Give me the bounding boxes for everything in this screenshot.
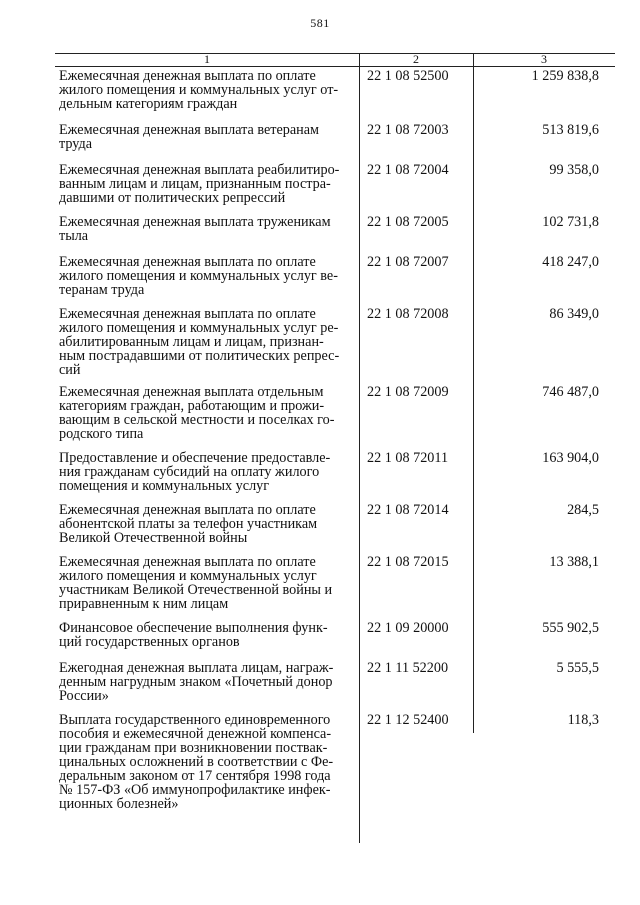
row-name-line: ния гражданам субсидий на оплату жилого	[59, 464, 320, 480]
row-name-line: цинальных осложнений в соответствии с Фе-	[59, 754, 334, 770]
row-amount: 86 349,0	[549, 306, 599, 322]
row-name-line: давшими от политических репрессий	[59, 190, 286, 206]
row-amount: 746 487,0	[542, 384, 599, 400]
row-name-line: Ежемесячная денежная выплата по оплате	[59, 306, 316, 322]
row-name-line: родского типа	[59, 426, 144, 442]
column-divider-1	[359, 53, 360, 843]
page-number: 581	[310, 16, 330, 30]
row-name	[59, 555, 355, 611]
row-amount: 5 555,5	[556, 660, 599, 676]
column-header-2: 2	[413, 52, 419, 66]
column-header-1: 1	[204, 52, 210, 66]
row-name-line: категориям граждан, работающим и прожи-	[59, 398, 325, 414]
row-name-line: участникам Великой Отечественной войны и	[59, 582, 333, 598]
row-amount: 99 358,0	[549, 162, 599, 178]
row-name-line: Ежемесячная денежная выплата труженикам	[59, 214, 331, 230]
row-name	[59, 215, 355, 243]
row-name-line: деральным законом от 17 сентября 1998 года	[59, 768, 331, 784]
row-name-line: теранам труда	[59, 282, 145, 298]
row-code: 22 1 08 72009	[367, 384, 449, 400]
row-name	[59, 255, 355, 297]
column-divider-2	[473, 53, 474, 733]
table-header-rule	[55, 66, 615, 67]
row-name	[59, 451, 355, 493]
row-name-line: жилого помещения и коммунальных услуг от-	[59, 82, 339, 98]
row-name-line: Ежемесячная денежная выплата реабилитиро-	[59, 162, 340, 178]
row-name-line: ным пострадавшими от политических репрес-	[59, 348, 340, 364]
row-name-line: Предоставление и обеспечение предоставле-	[59, 450, 331, 466]
row-name-line: России»	[59, 688, 109, 704]
row-name-line: Ежемесячная денежная выплата по оплате	[59, 68, 316, 84]
row-name-line: Ежемесячная денежная выплата отдельным	[59, 384, 324, 400]
row-name	[59, 385, 355, 441]
row-name	[59, 69, 355, 111]
row-name-line: вающим в сельской местности и поселках го-	[59, 412, 335, 428]
row-amount: 1 259 838,8	[531, 68, 599, 84]
row-name-line: тыла	[59, 228, 89, 244]
budget-table	[55, 50, 615, 845]
row-name-line: труда	[59, 136, 92, 152]
row-code: 22 1 08 72007	[367, 254, 449, 270]
row-name-line: жилого помещения и коммунальных услуг ре-	[59, 320, 339, 336]
row-name-line: абилитированным лицам и лицам, признан-	[59, 334, 324, 350]
row-name	[59, 123, 355, 151]
row-name-line: жилого помещения и коммунальных услуг ве-	[59, 268, 338, 284]
row-code: 22 1 08 52500	[367, 68, 449, 84]
row-name-line: приравненным к ним лицам	[59, 596, 229, 612]
row-code: 22 1 09 20000	[367, 620, 449, 636]
row-name-line: дельным категориям граждан	[59, 96, 238, 112]
row-name-line: Ежемесячная денежная выплата по оплате	[59, 502, 316, 518]
row-name-line: денным нагрудным знаком «Почетный донор	[59, 674, 333, 690]
row-name-line: помещения и коммунальных услуг	[59, 478, 270, 494]
row-name-line: пособия и ежемесячной денежной компенса-	[59, 726, 332, 742]
row-code: 22 1 08 72014	[367, 502, 449, 518]
row-name-line: ций государственных органов	[59, 634, 240, 650]
row-code: 22 1 08 72005	[367, 214, 449, 230]
row-name-line: ционных болезней»	[59, 796, 179, 812]
row-amount: 13 388,1	[549, 554, 599, 570]
row-name-line: Великой Отечественной войны	[59, 530, 248, 546]
row-code: 22 1 12 52400	[367, 712, 449, 728]
row-name	[59, 621, 355, 649]
row-code: 22 1 08 72015	[367, 554, 449, 570]
row-code: 22 1 08 72011	[367, 450, 449, 466]
row-code: 22 1 11 52200	[367, 660, 449, 676]
row-amount: 284,5	[567, 502, 599, 518]
row-amount: 555 902,5	[542, 620, 599, 636]
row-name-line: Ежемесячная денежная выплата по оплате	[59, 254, 316, 270]
row-name-line: Финансовое обеспечение выполнения функ-	[59, 620, 328, 636]
row-amount: 418 247,0	[542, 254, 599, 270]
row-code: 22 1 08 72008	[367, 306, 449, 322]
row-name-line: сий	[59, 362, 81, 378]
row-amount: 513 819,6	[542, 122, 599, 138]
row-name-line: Ежемесячная денежная выплата ветеранам	[59, 122, 320, 138]
row-code: 22 1 08 72003	[367, 122, 449, 138]
row-name-line: жилого помещения и коммунальных услуг	[59, 568, 317, 584]
row-name-line: ванным лицам и лицам, признанным постра-	[59, 176, 331, 192]
row-name	[59, 713, 355, 811]
row-name-line: Выплата государственного единовременного	[59, 712, 331, 728]
row-name-line: № 157-ФЗ «Об иммунопрофилактике инфек-	[59, 782, 331, 798]
row-code: 22 1 08 72004	[367, 162, 449, 178]
row-amount: 102 731,8	[542, 214, 599, 230]
row-name	[59, 163, 355, 205]
row-name	[59, 307, 355, 377]
row-name	[59, 661, 355, 703]
row-name-line: абонентской платы за телефон участникам	[59, 516, 318, 532]
column-header-3: 3	[541, 52, 547, 66]
row-name-line: Ежегодная денежная выплата лицам, награж-	[59, 660, 334, 676]
row-amount: 163 904,0	[542, 450, 599, 466]
row-name-line: Ежемесячная денежная выплата по оплате	[59, 554, 316, 570]
row-name-line: ции гражданам при возникновении поствак-	[59, 740, 328, 756]
row-amount: 118,3	[567, 712, 599, 728]
row-name	[59, 503, 355, 545]
